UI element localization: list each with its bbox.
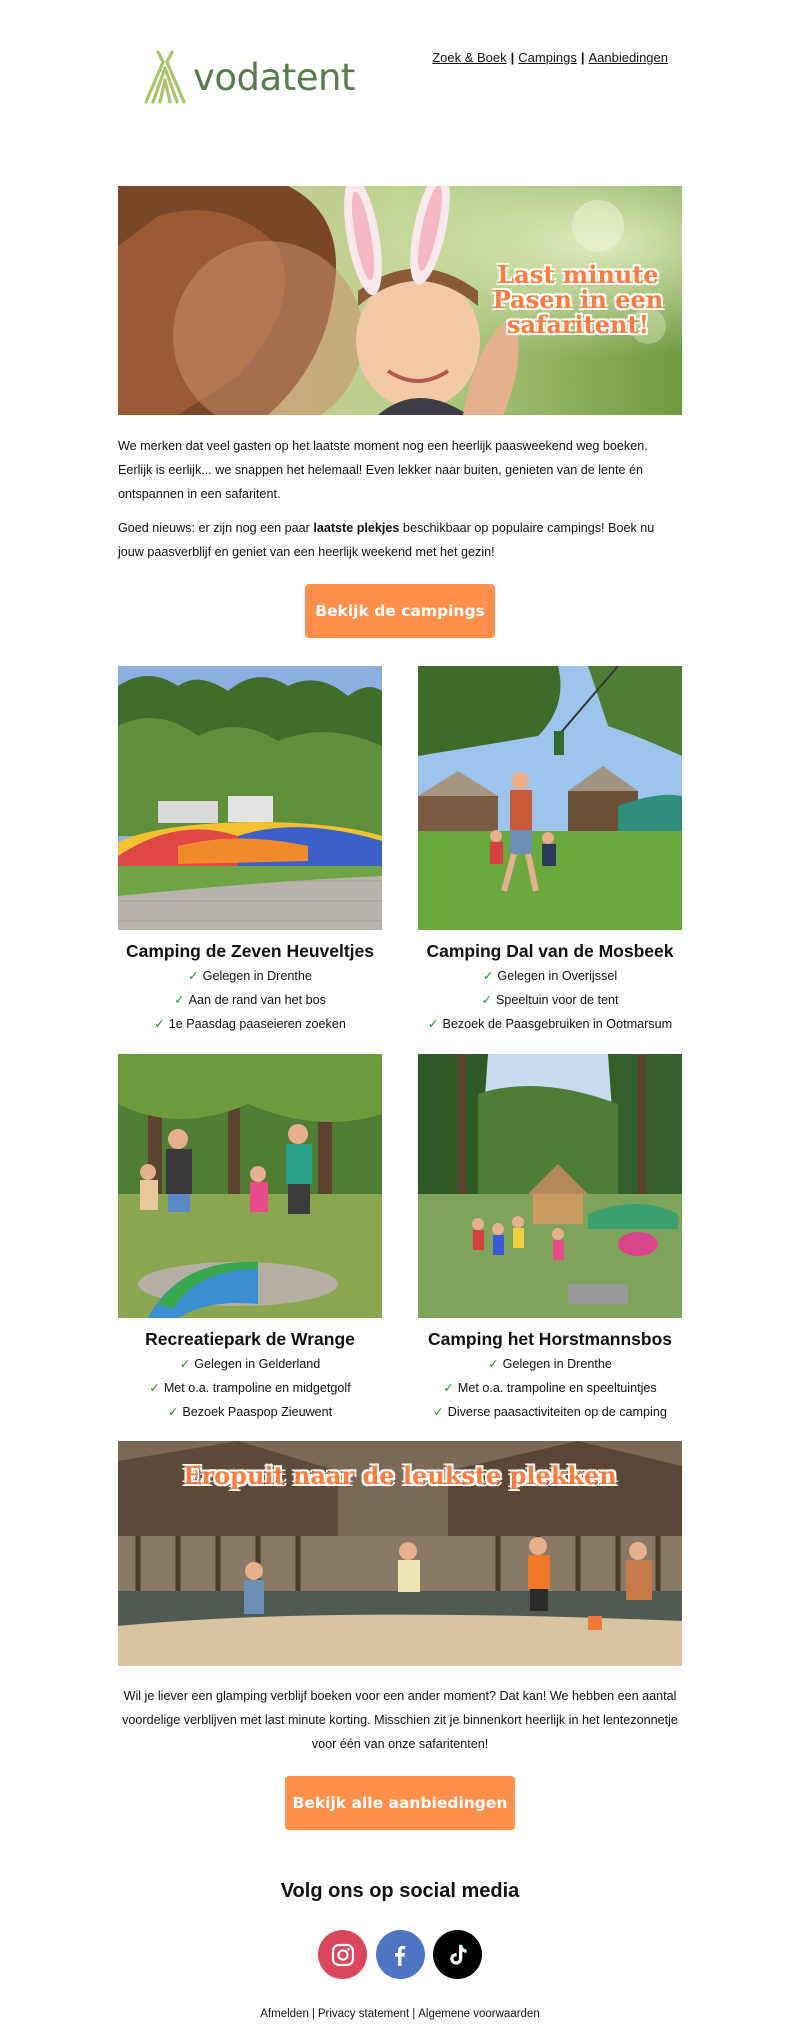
footer-separator: | bbox=[311, 2008, 315, 2020]
top-navigation bbox=[432, 50, 668, 65]
camping-photo-image bbox=[118, 1054, 382, 1318]
facebook-icon[interactable] bbox=[376, 1930, 425, 1979]
camping-card[interactable] bbox=[118, 666, 382, 1036]
feature-item: ✓ Bezoek Paaspop Zieuwent bbox=[167, 1405, 333, 1419]
camping-name: Camping de Zeven Heuveltjes bbox=[126, 941, 374, 961]
camping-photo[interactable] bbox=[418, 1054, 682, 1318]
check-icon: ✓ bbox=[179, 1357, 191, 1371]
check-icon: ✓ bbox=[482, 969, 494, 983]
vodatent-logo[interactable] bbox=[143, 50, 355, 104]
social-links bbox=[318, 1930, 482, 1980]
feature-item: ✓ Aan de rand van het bos bbox=[174, 993, 326, 1007]
email-footer bbox=[118, 2008, 682, 2020]
feature-item: ✓ Met o.a. trampoline en midgetgolf bbox=[149, 1381, 351, 1395]
camping-photo-image bbox=[418, 1054, 682, 1318]
instagram-icon[interactable] bbox=[318, 1930, 367, 1979]
camping-photo[interactable] bbox=[118, 1054, 382, 1318]
camping-photo[interactable] bbox=[118, 666, 382, 930]
check-icon: ✓ bbox=[427, 1017, 439, 1031]
camping-photo-image bbox=[118, 666, 382, 930]
camping-features bbox=[118, 1352, 382, 1424]
hero-title: Last minute Pasen in een safaritent! bbox=[492, 260, 664, 340]
feature-item: ✓ Gelegen in Drenthe bbox=[188, 969, 312, 983]
camping-card[interactable] bbox=[418, 1054, 682, 1424]
check-icon: ✓ bbox=[167, 1405, 179, 1419]
check-icon: ✓ bbox=[174, 993, 185, 1007]
outro-text: Wil je liever een glamping verblijf boeken voor een ander moment? Dat kan! We hebben een aantal voordelige verblijven met last minute korting. Misschien zit je binnenkort heerlijk in het lentezonnetje voor één van onze safaritenten! bbox=[122, 1689, 678, 1751]
feature-item: ✓ Speeltuin voor de tent bbox=[481, 993, 619, 1007]
check-icon: ✓ bbox=[481, 993, 493, 1007]
camping-name: Camping het Horstmannsbos bbox=[427, 1329, 673, 1349]
camping-photo-image bbox=[418, 666, 682, 930]
view-offers-button[interactable]: Bekijk alle aanbiedingen bbox=[285, 1776, 515, 1830]
unsubscribe-link[interactable]: Afmelden bbox=[260, 2008, 309, 2020]
camping-photo[interactable] bbox=[418, 666, 682, 930]
feature-item: ✓ Met o.a. trampoline en speeltuintjes bbox=[443, 1381, 657, 1395]
feature-item: ✓ Gelegen in Drenthe bbox=[488, 1357, 612, 1371]
camping-name: Camping Dal van de Mosbeek bbox=[426, 941, 674, 961]
footer-separator: | bbox=[412, 2008, 416, 2020]
banner-title: Eropuit naar de leukste plekken bbox=[183, 1461, 617, 1490]
nav-link-aanbiedingen[interactable]: Aanbiedingen bbox=[588, 50, 668, 65]
check-icon: ✓ bbox=[188, 969, 199, 983]
view-campings-button[interactable]: Bekijk de campings bbox=[305, 584, 495, 638]
social-heading: Volg ons op social media bbox=[280, 1880, 520, 1902]
check-icon: ✓ bbox=[443, 1381, 454, 1395]
privacy-link[interactable]: Privacy statement bbox=[317, 2008, 410, 2020]
nav-link-zoek-boek[interactable]: Zoek & Boek bbox=[432, 50, 507, 65]
check-icon: ✓ bbox=[488, 1357, 499, 1371]
camping-card[interactable] bbox=[418, 666, 682, 1036]
feature-item: ✓ Diverse paasactiviteiten op de camping bbox=[433, 1405, 667, 1419]
check-icon: ✓ bbox=[433, 1405, 444, 1419]
intro-paragraph-2: Goed nieuws: er zijn nog een paar laatste plekjes beschikbaar op populaire campings! Boek nu jouw paasverblijf en geniet van een heerlijk weekend met het gezin! bbox=[118, 521, 655, 559]
feature-item: ✓ Gelegen in Overijssel bbox=[482, 969, 618, 983]
tiktok-icon[interactable] bbox=[433, 1930, 482, 1979]
promo-banner[interactable] bbox=[118, 1441, 682, 1666]
intro-paragraph-1: We merken dat veel gasten op het laatste moment nog een heerlijk paasweekend weg boeken. Eerlijk is eerlijk... we snappen het helemaal! Even lekker naar buiten, genieten van de lente én ontspannen in een safaritent. bbox=[118, 439, 648, 501]
highlight-text: laatste plekjes bbox=[313, 521, 400, 535]
nav-link-campings[interactable]: Campings bbox=[518, 50, 577, 65]
camping-name: Recreatiepark de Wrange bbox=[145, 1329, 355, 1349]
camping-card[interactable] bbox=[118, 1054, 382, 1424]
hero-banner[interactable] bbox=[118, 186, 682, 415]
camping-features bbox=[118, 964, 382, 1036]
camping-features bbox=[418, 1352, 682, 1424]
tent-icon bbox=[143, 50, 187, 104]
email-header bbox=[118, 40, 682, 110]
check-icon: ✓ bbox=[149, 1381, 160, 1395]
intro-text bbox=[118, 434, 682, 564]
check-icon: ✓ bbox=[154, 1017, 165, 1031]
logo-wordmark: vodatent bbox=[193, 55, 355, 99]
camping-features bbox=[418, 964, 682, 1036]
nav-separator: | bbox=[580, 50, 585, 65]
feature-item: ✓ Bezoek de Paasgebruiken in Ootmarsum bbox=[427, 1017, 673, 1031]
feature-item: ✓ 1e Paasdag paaseieren zoeken bbox=[154, 1017, 346, 1031]
nav-separator: | bbox=[510, 50, 515, 65]
feature-item: ✓ Gelegen in Gelderland bbox=[179, 1357, 321, 1371]
terms-link[interactable]: Algemene voorwaarden bbox=[418, 2008, 540, 2020]
